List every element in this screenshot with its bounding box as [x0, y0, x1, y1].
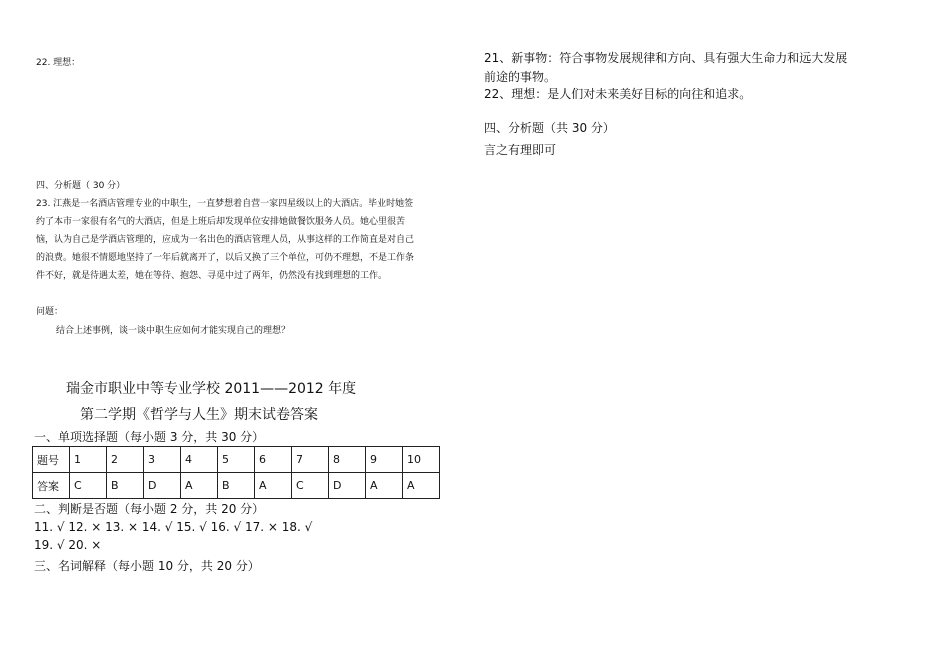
question-22-label: 22. 理想： [36, 58, 81, 68]
table-cell: A [255, 473, 292, 499]
table-cell: D [144, 473, 181, 499]
table-cell: 5 [218, 447, 255, 473]
table-cell: 8 [329, 447, 366, 473]
section-4-answer: 言之有理即可 [484, 143, 557, 157]
table-cell: C [70, 473, 107, 499]
answer-key-title: 瑞金市职业中等专业学校 2011——2012 年度 [66, 381, 357, 397]
table-cell: C [292, 473, 329, 499]
table-cell: 10 [403, 447, 440, 473]
question-23-paragraph: 23. 江燕是一名酒店管理专业的中职生，一直梦想着自营一家四星级以上的大酒店。毕业时她签约了本市一家很有名气的大酒店，但是上班后却发现单位安排她做餐饮服务人员。她心里很苦恼，认为自己是学酒店管理的，应成为一名出色的酒店管理人员，从事这样的工作简直是对自己的浪费。她很不情愿地坚持了一年后就离开了，以后又换了三个单位，可仍不理想，不是工作条件不好，就是待遇太差，她在等待、抱怨、寻觅中过了两年，仍然没有找到理想的工作。 [36, 199, 415, 281]
table-cell: A [366, 473, 403, 499]
table-cell: 6 [255, 447, 292, 473]
table-cell: A [181, 473, 218, 499]
table-cell: 答案 [33, 473, 70, 499]
section-2-header: 二、判断是否题（每小题 2 分，共 20 分） [34, 502, 265, 516]
table-cell: 3 [144, 447, 181, 473]
definition-21: 21、新事物：符合事物发展规律和方向、具有强大生命力和远大发展前途的事物。 [484, 51, 848, 84]
table-cell: D [329, 473, 366, 499]
question-text: 结合上述事例，谈一谈中职生应如何才能实现自己的理想？ [56, 326, 291, 336]
judge-answers-line-1: 11. √ 12. × 13. × 14. √ 15. √ 16. √ 17. × 18. √ [34, 520, 313, 534]
answer-key-subtitle: 第二学期《哲学与人生》期末试卷答案 [80, 407, 318, 423]
table-cell: 7 [292, 447, 329, 473]
table-cell: A [403, 473, 440, 499]
judge-answers-line-2: 19. √ 20. × [34, 538, 102, 552]
question-label: 问题： [36, 307, 64, 317]
section-4-header: 四、分析题（ 30 分） [36, 181, 126, 191]
table-cell: 1 [70, 447, 107, 473]
table-row [33, 473, 440, 499]
section-1-header: 一、单项选择题（每小题 3 分，共 30 分） [34, 430, 265, 444]
right-section-4-header: 四、分析题（共 30 分） [484, 121, 615, 135]
table-row [33, 447, 440, 473]
definition-22: 22、理想：是人们对未来美好目标的向往和追求。 [484, 87, 752, 101]
section-3-header: 三、名词解释（每小题 10 分，共 20 分） [34, 559, 260, 573]
table-cell: B [218, 473, 255, 499]
table-cell: 2 [107, 447, 144, 473]
answer-table [32, 446, 440, 499]
table-cell: 4 [181, 447, 218, 473]
table-cell: 9 [366, 447, 403, 473]
table-cell: 题号 [33, 447, 70, 473]
table-cell: B [107, 473, 144, 499]
